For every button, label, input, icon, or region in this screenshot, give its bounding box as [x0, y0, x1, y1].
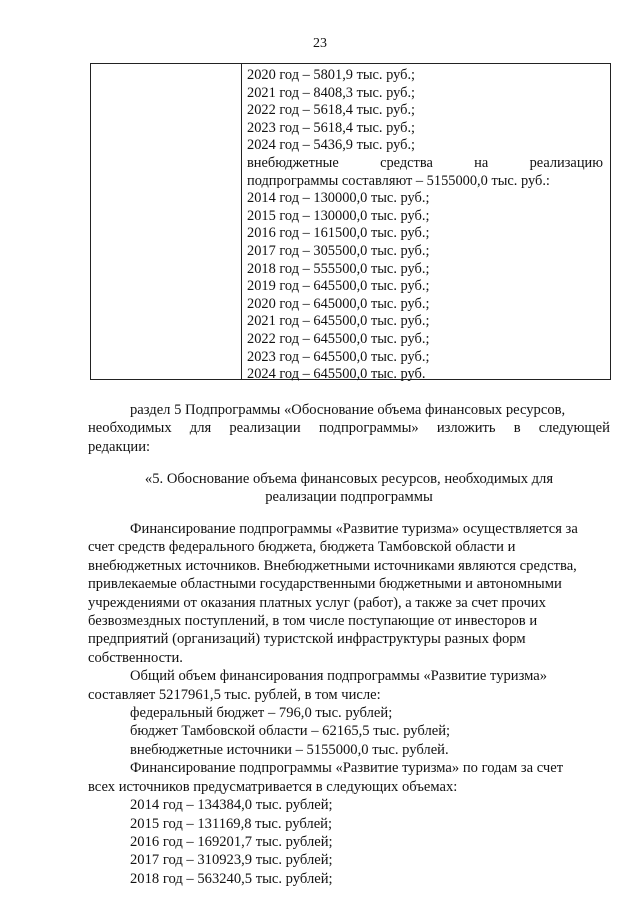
- table-line: 2016 год – 161500,0 тыс. руб.;: [247, 225, 430, 242]
- body-line: счет средств федерального бюджета, бюджета Тамбовской области и: [88, 539, 516, 556]
- body-line: всех источников предусматривается в следующих объемах:: [88, 778, 458, 795]
- body-line: привлекаемые областными государственными бюджетными и автономными: [88, 576, 562, 593]
- source-item: федеральный бюджет – 796,0 тыс. рублей;: [130, 705, 393, 722]
- table-line: 2022 год – 645500,0 тыс. руб.;: [247, 330, 430, 347]
- word: реализацию: [529, 154, 603, 171]
- section-intro: [88, 401, 610, 456]
- year-item: 2018 год – 563240,5 тыс. рублей;: [130, 870, 333, 887]
- body-line: предприятий (организаций) туристской инфраструктуры разных форм: [88, 631, 526, 648]
- section-body: [88, 520, 610, 888]
- word: для: [189, 420, 212, 437]
- table-line: 2022 год – 5618,4 тыс. руб.;: [247, 102, 416, 119]
- year-item: 2015 год – 131169,8 тыс. рублей;: [130, 815, 333, 832]
- word: в: [513, 420, 521, 437]
- word: необходимых: [88, 420, 172, 437]
- source-item: бюджет Тамбовской области – 62165,5 тыс. рублей;: [130, 723, 451, 740]
- table-offbudget-tail: подпрограммы составляют – 5155000,0 тыс. руб.:: [247, 172, 550, 189]
- body-line: Общий объем финансирования подпрограммы «Развитие туризма»: [130, 668, 548, 685]
- table-line: 2020 год – 645000,0 тыс. руб.;: [247, 295, 430, 312]
- year-item: 2016 год – 169201,7 тыс. рублей;: [130, 833, 333, 850]
- table-line: 2021 год – 8408,3 тыс. руб.;: [247, 84, 416, 101]
- year-item: 2014 год – 134384,0 тыс. рублей;: [130, 797, 333, 814]
- body-line: учреждениями от оказания платных услуг (работ), а также за счет прочих: [88, 594, 546, 611]
- word: следующей: [538, 420, 610, 437]
- table-line: 2019 год – 645500,0 тыс. руб.;: [247, 278, 430, 295]
- table-column-divider: [241, 64, 242, 379]
- heading-line: реализации подпрограммы: [265, 489, 433, 506]
- heading-line: «5. Обоснование объема финансовых ресурсов, необходимых для: [144, 471, 554, 487]
- table-line: 2014 год – 130000,0 тыс. руб.;: [247, 190, 430, 207]
- body-line: собственности.: [88, 649, 183, 666]
- intro-line-justified: [88, 419, 610, 437]
- table-line: 2024 год – 645500,0 тыс. руб.: [247, 366, 426, 383]
- page-number: 23: [313, 36, 327, 51]
- word: подпрограммы»: [318, 420, 419, 437]
- table-line: 2024 год – 5436,9 тыс. руб.;: [247, 137, 416, 154]
- table-offbudget-line: [247, 155, 603, 173]
- word: реализации: [229, 420, 301, 437]
- line-text: Финансирование подпрограммы «Развитие туризма» осуществляется за: [130, 521, 578, 537]
- word: средства: [380, 154, 433, 171]
- table-line: 2023 год – 5618,4 тыс. руб.;: [247, 119, 416, 136]
- table-line: 2021 год – 645500,0 тыс. руб.;: [247, 313, 430, 330]
- intro-line: раздел 5 Подпрограммы «Обоснование объема финансовых ресурсов,: [130, 402, 566, 418]
- body-line: [88, 520, 610, 538]
- year-item: 2017 год – 310923,9 тыс. рублей;: [130, 852, 333, 869]
- body-line: составляет 5217961,5 тыс. рублей, в том числе:: [88, 686, 381, 703]
- funding-table: [90, 63, 611, 383]
- table-line: 2023 год – 645500,0 тыс. руб.;: [247, 348, 430, 365]
- table-line: 2015 год – 130000,0 тыс. руб.;: [247, 207, 430, 224]
- table-line: 2020 год – 5801,9 тыс. руб.;: [247, 67, 416, 83]
- table-value-cell: [247, 67, 603, 384]
- word: изложить: [436, 420, 496, 437]
- word: на: [474, 154, 489, 171]
- body-line: безвозмездных поступлений, в том числе поступающие от инвесторов и: [88, 613, 538, 630]
- intro-line: редакции:: [88, 438, 151, 455]
- source-item: внебюджетные источники – 5155000,0 тыс. рублей.: [130, 741, 449, 758]
- body-line: Финансирование подпрограммы «Развитие туризма» по годам за счет: [130, 760, 564, 777]
- word: внебюджетные: [247, 154, 339, 171]
- section-heading: [88, 470, 610, 507]
- table-line: 2018 год – 555500,0 тыс. руб.;: [247, 260, 430, 277]
- table-line: 2017 год – 305500,0 тыс. руб.;: [247, 242, 430, 259]
- body-line: внебюджетных источников. Внебюджетными источниками являются средства,: [88, 557, 577, 574]
